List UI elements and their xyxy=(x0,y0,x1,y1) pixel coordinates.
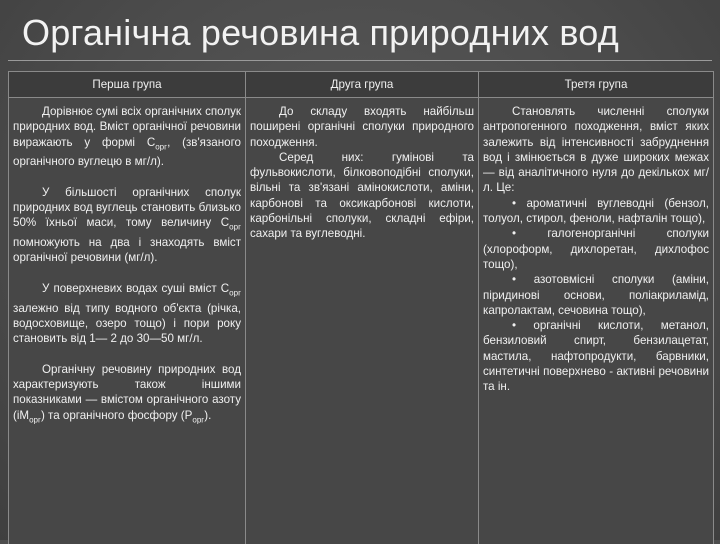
header-first-group: Перша група xyxy=(9,72,246,98)
subscript: орг xyxy=(229,223,241,232)
third-group-cell xyxy=(479,98,714,544)
second-group-cell xyxy=(246,98,479,544)
third-group-item-acids: • органічні кислоти, метанол, бензиловий спирт, бензилацетат, мастила, нафтопродукти, барвники, синтетичні поверхнево - активні речовини та ін. xyxy=(483,318,709,394)
second-group-para-2: Серед них: гумінові та фульвокислоти, білковоподібні сполуки, вільні та зв'язані амінокислоти, аміни, карбонові та оксикарбонові кислоти, карбонільні сполуки, складні ефіри, сахари та вуглеводні. xyxy=(250,150,474,242)
groups-table xyxy=(8,71,714,544)
subscript: орг xyxy=(29,415,41,424)
slide-title: Органічна речовина природних вод xyxy=(22,12,712,54)
text-run: Органічну речовину природних вод характеризують також іншими показниками — вмістом органічного азоту (iM xyxy=(13,363,241,422)
text-run: помножують на два і знаходять вміст органічної речовини (мг/л). xyxy=(13,236,241,264)
content-row xyxy=(9,98,714,544)
text-run: У більшості органічних сполук природних вод вуглець становить близько 50% їхньої маси, тому величину C xyxy=(13,186,241,230)
subscript: орг xyxy=(155,142,167,151)
third-group-intro: Становлять численні сполуки антропогенного походження, вміст яких залежить від інтенсивності забруднення вод і змінюється в дуже широких межах — від аналітичного нуля до декількох мг/л. Це: xyxy=(483,104,709,196)
text-run: Дорівнює сумі всіх органічних сполук природних вод. Вміст органічної речовини виражають у формі C xyxy=(13,105,241,149)
first-group-para-2 xyxy=(13,185,241,266)
header-second-group: Друга група xyxy=(246,72,479,98)
text-run: У поверхневих водах суші вміст C xyxy=(42,282,229,295)
first-group-cell xyxy=(9,98,246,544)
first-group-para-3 xyxy=(13,281,241,347)
text-run: ). xyxy=(204,409,211,422)
third-group-item-nitrogen: • азотовмісні сполуки (аміни, піридинові основи, поліакриламід, капролактам, сечовина тощо), xyxy=(483,272,709,318)
subscript: орг xyxy=(192,415,204,424)
title-divider xyxy=(8,60,712,61)
third-group-item-halogen: • галогенорганічні сполуки (хлороформ, дихлоретан, дихлофос тощо), xyxy=(483,226,709,272)
header-third-group: Третя група xyxy=(479,72,714,98)
third-group-item-aromatic: • ароматичні вуглеводні (бензол, толуол, стирол, феноли, нафталін тощо), xyxy=(483,196,709,227)
second-group-para-1: До складу входять найбільш поширені органічні сполуки природного походження. xyxy=(250,104,474,150)
text-run: ) та органічного фосфору (P xyxy=(41,409,192,422)
text-run: , (зв'язаного органічного вуглецю в мг/л). xyxy=(13,136,241,169)
first-group-para-1 xyxy=(13,104,241,170)
first-group-para-4 xyxy=(13,362,241,428)
subscript: орг xyxy=(229,288,241,297)
text-run: залежно від типу водного об'єкта (річка, водосховище, озеро тощо) і пори року становить від 1— 2 до 30—50 мг/л. xyxy=(13,302,241,346)
header-row xyxy=(9,72,714,98)
